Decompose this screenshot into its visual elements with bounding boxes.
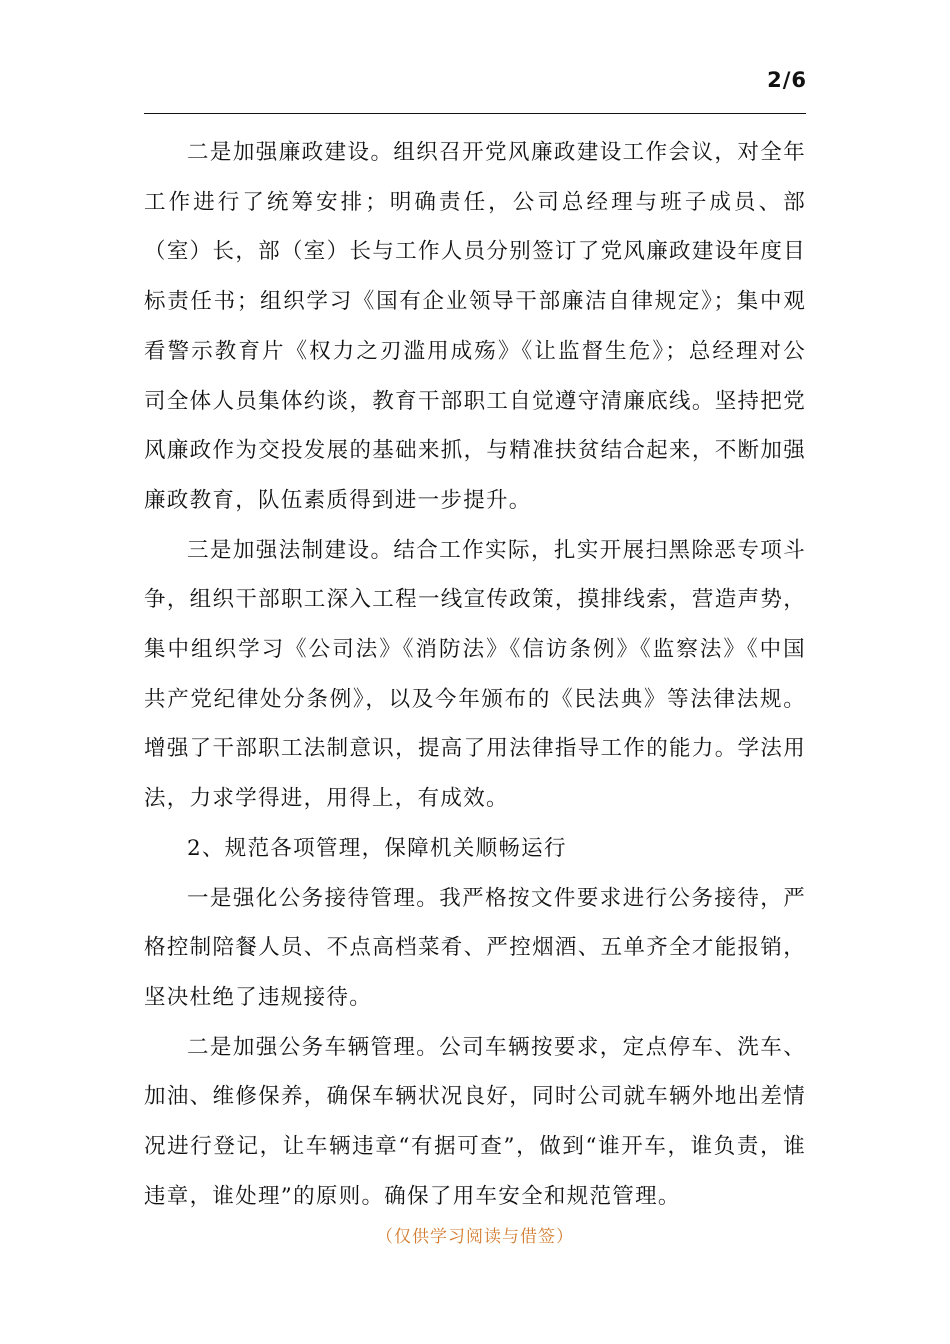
paragraph-reception-management: 一是强化公务接待管理。我严格按文件要求进行公务接待，严格控制陪餐人员、不点高档菜肴、严控烟酒、五单齐全才能报销，坚决杜绝了违规接待。	[144, 885, 806, 1010]
paragraph-vehicle-management: 二是加强公务车辆管理。公司车辆按要求，定点停车、洗车、加油、维修保养，确保车辆状况良好，同时公司就车辆外地出差情况进行登记，让车辆违章“有据可查”，做到“谁开车，谁负责，谁违章，谁处理”的原则。确保了用车安全和规范管理。	[144, 1034, 806, 1209]
footer-note: （仅供学习阅读与借签）	[376, 1227, 574, 1247]
paragraph-integrity-building: 二是加强廉政建设。组织召开党风廉政建设工作会议，对全年工作进行了统筹安排；明确责任，公司总经理与班子成员、部（室）长，部（室）长与工作人员分别签订了党风廉政建设年度目标责任书；组织学习《国有企业领导干部廉洁自律规定》；集中观看警示教育片《权力之刃滥用成殇》《让监督生危》；总经理对公司全体人员集体约谈，教育干部职工自觉遵守清廉底线。坚持把党风廉政作为交投发展的基础来抓，与精准扶贫结合起来，不断加强廉政教育，队伍素质得到进一步提升。	[144, 140, 806, 513]
section-heading-management: 2、规范各项管理，保障机关顺畅运行	[187, 835, 567, 861]
page-number: 2/6	[767, 68, 807, 92]
paragraph-legal-building: 三是加强法制建设。结合工作实际，扎实开展扫黑除恶专项斗争，组织干部职工深入工程一线宣传政策，摸排线索，营造声势，集中组织学习《公司法》《消防法》《信访条例》《监察法》《中国共产党纪律处分条例》，以及今年颁布的《民法典》等法律法规。增强了干部职工法制意识，提高了用法律指导工作的能力。学法用法，力求学得进，用得上，有成效。	[144, 537, 806, 812]
header-divider	[144, 113, 806, 114]
document-body	[144, 128, 806, 1221]
